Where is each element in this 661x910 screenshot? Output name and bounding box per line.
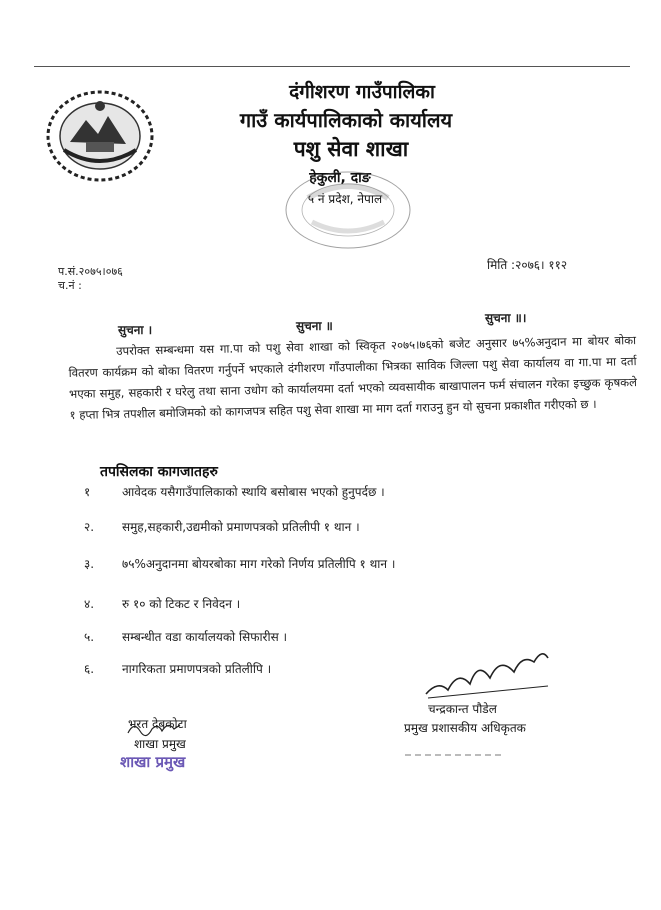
list-item-number: २. bbox=[84, 520, 95, 534]
left-signatory-role: शाखा प्रमुख bbox=[134, 737, 186, 751]
left-signatory-name: भरत देबकोटा bbox=[128, 717, 187, 731]
top-rule bbox=[34, 66, 630, 67]
list-item-number: ५. bbox=[84, 630, 95, 644]
faint-stamp-mark bbox=[405, 748, 505, 762]
list-item-text: ७५%अनुदानमा बोयरबोका माग गरेको निर्णय प्रतिलीपि १ थान । bbox=[122, 557, 396, 571]
list-item-number: १ bbox=[84, 485, 91, 499]
list-item-text: सम्बन्धीत वडा कार्यालयको सिफारीस । bbox=[122, 630, 288, 644]
list-item bbox=[84, 518, 584, 535]
documents-heading: तपसिलका कागजातहरु bbox=[100, 464, 218, 480]
office-name: गाउँ कार्यपालिकाको कार्यालय bbox=[239, 108, 453, 132]
list-item bbox=[84, 595, 584, 612]
office-location: हेकुली, दाङ bbox=[309, 170, 371, 186]
list-item-text: समुह,सहकारी,उद्यमीको प्रमाणपत्रको प्रतिलीपी १ थान । bbox=[122, 520, 360, 534]
right-handwritten-signature bbox=[418, 640, 558, 702]
letter-date: मिति :२०७६। ११२ bbox=[487, 258, 568, 272]
office-seal-stamp bbox=[278, 168, 418, 256]
list-item bbox=[84, 555, 584, 572]
list-item-text: आवेदक यसैगाउँपालिकाको स्थायि बसोबास भएको हुनुपर्दछ । bbox=[122, 485, 385, 499]
right-signatory-name: चन्द्रकान्त पौडेल bbox=[428, 702, 497, 716]
reference-number: प.सं.२०७५।०७६ bbox=[58, 265, 123, 278]
list-item-text: नागरिकता प्रमाणपत्रको प्रतिलीपि । bbox=[122, 662, 272, 676]
list-item-number: ४. bbox=[84, 597, 95, 611]
notice-body-paragraph: उपरोक्त सम्बन्धमा यस गा.पा को पशु सेवा शाखा को स्विकृत २०७५।७६को बजेट अनुसार ७५%अनुदान मा बोयर बोका वितरण कार्यक्रम को बोका वितरण गर्नुपर्ने भएकाले दंगीशरण गाँउपालीका भित्रका साविक जिल्ला पशु सेवा कार्यालय वा गा.पा मा दर्ता भएका समुह, सहकारी र घरेलु तथा साना उधोग को कार्यालयमा दर्ता भएको व्यवसायीक बाखापालन फर्म संचालन गरेका इच्छुक कृषकले १ हप्ता भित्र तपशील बमोजिमको को कागजपत्र सहित पशु सेवा शाखा मा माग दर्ता गराउनु हुन यो सुचना प्रकाशीत गरीएको छ । bbox=[68, 333, 638, 422]
list-item-text: रु १० को टिकट र निवेदन । bbox=[122, 597, 241, 611]
section-chief-stamp: शाखा प्रमुख bbox=[120, 753, 186, 771]
right-signatory-role: प्रमुख प्रशासकीय अधिकृतक bbox=[404, 721, 526, 735]
nepal-emblem-icon bbox=[42, 84, 158, 184]
notice-label-2: सुचना ॥ bbox=[296, 319, 333, 333]
list-item-number: ६. bbox=[84, 662, 95, 676]
list-item bbox=[84, 483, 584, 500]
municipality-name: दंगीशरण गाउँपालिका bbox=[289, 81, 435, 103]
section-name: पशु सेवा शाखा bbox=[293, 137, 409, 161]
province-label: ५ नं प्रदेश, नेपाल bbox=[307, 192, 383, 206]
notice-label-3: सुचना ॥। bbox=[485, 311, 527, 325]
dispatch-number: च.नं : bbox=[58, 279, 82, 292]
list-item-number: ३. bbox=[84, 557, 95, 571]
notice-label-1: सुचना । bbox=[118, 323, 153, 337]
